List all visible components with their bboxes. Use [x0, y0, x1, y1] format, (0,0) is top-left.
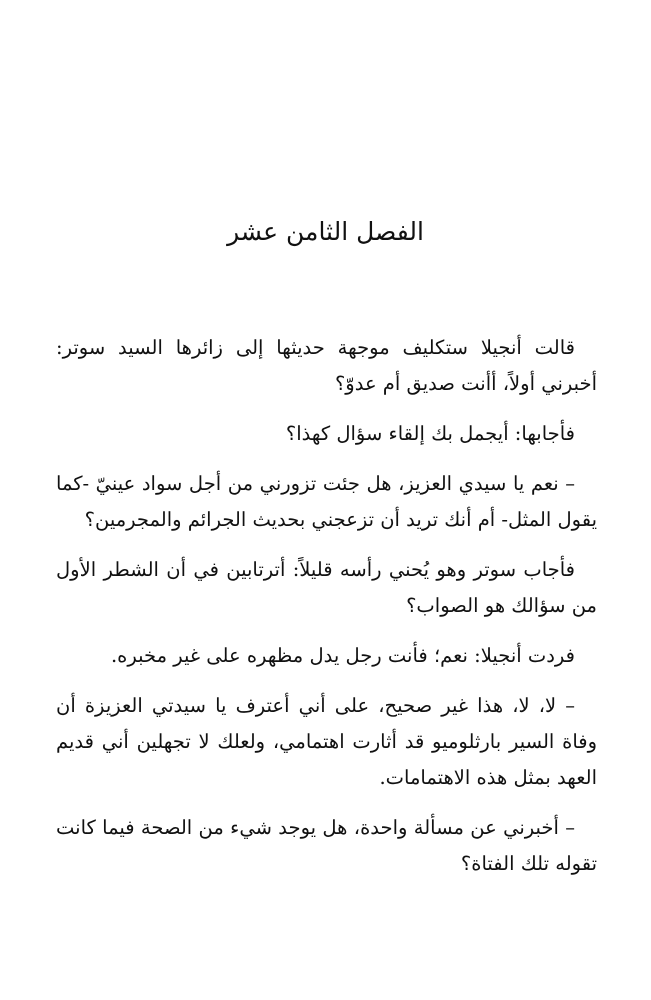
chapter-title: الفصل الثامن عشر: [227, 217, 424, 246]
paragraph: فأجابها: أيجمل بك إلقاء سؤال كهذا؟: [285, 422, 575, 445]
paragraph: – لا، لا، هذا غير صحيح، على أني أعترف يا سيدتي العزيزة أن وفاة السير بارثلوميو قد أثارت اهتمامي، ولعلك لا تجهلين أني قديم العهد بمثل هذه الاهتمامات.: [56, 694, 597, 789]
paragraph: فأجاب سوتر وهو يُحني رأسه قليلاً: أترتابين في أن الشطر الأول من سؤالك هو الصواب؟: [56, 558, 597, 617]
paragraph: قالت أنجيلا ستكليف موجهة حديثها إلى زائرها السيد سوتر: أخبرني أولاً، أأنت صديق أم عدوّ؟: [56, 336, 597, 395]
paragraph: – نعم يا سيدي العزيز، هل جئت تزورني من أجل سواد عينيّ -كما يقول المثل- أم أنك تريد أن تزعجني بحديث الجرائم والمجرمين؟: [56, 472, 597, 531]
paragraph: فردت أنجيلا: نعم؛ فأنت رجل يدل مظهره على غير مخبره.: [110, 644, 575, 667]
chapter-body: [56, 330, 597, 896]
paragraph: – أخبرني عن مسألة واحدة، هل يوجد شيء من الصحة فيما كانت تقوله تلك الفتاة؟: [56, 816, 597, 875]
